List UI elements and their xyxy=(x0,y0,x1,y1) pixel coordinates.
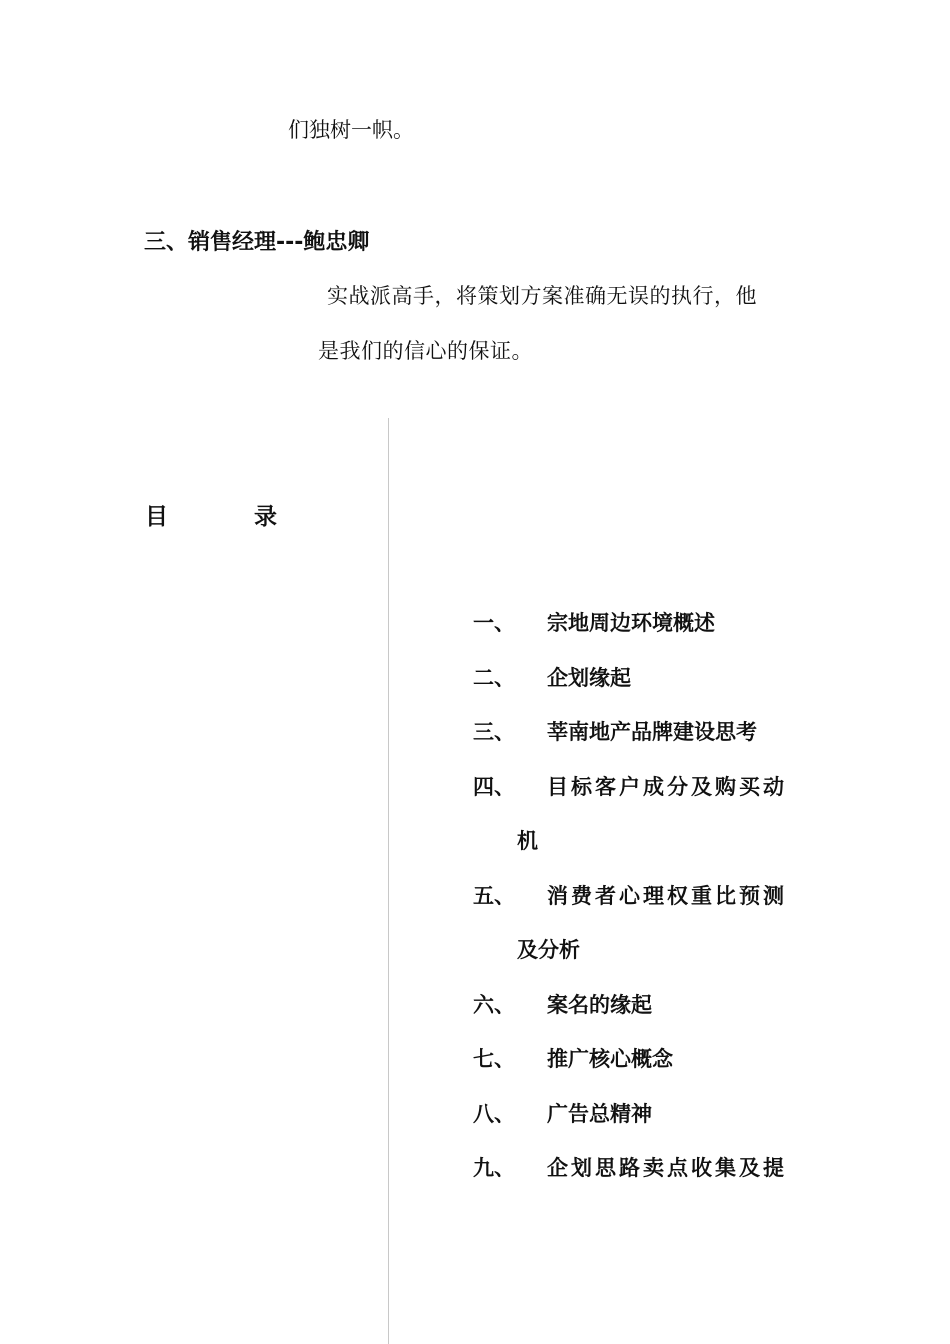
toc-item[interactable] xyxy=(473,716,813,746)
toc-title-right: 录 xyxy=(254,504,277,530)
toc-item[interactable] xyxy=(473,662,813,692)
section-description-line-1: 实战派高手，将策划方案准确无误的执行，他 xyxy=(327,284,757,308)
section-heading: 三、销售经理---鲍忠卿 xyxy=(144,230,370,255)
toc-item-number: 九、 xyxy=(473,1156,515,1180)
toc-item-number: 四、 xyxy=(473,775,515,799)
toc-item-number: 八、 xyxy=(473,1102,515,1126)
continuation-text: 们独树一帜。 xyxy=(288,118,414,142)
toc-item-continuation: 及分析 xyxy=(517,938,580,962)
toc-item-text: 莘南地产品牌建设思考 xyxy=(547,720,757,744)
toc-item[interactable] xyxy=(473,1098,813,1128)
toc-item-text: 目标客户成分及购买动 xyxy=(547,775,787,799)
toc-item-text: 企划缘起 xyxy=(547,666,631,690)
toc-item-text: 推广核心概念 xyxy=(547,1047,673,1071)
toc-item-text: 消费者心理权重比预测 xyxy=(547,884,787,908)
toc-item[interactable] xyxy=(473,1152,813,1182)
toc-item-number: 五、 xyxy=(473,884,515,908)
toc-item-number: 三、 xyxy=(473,720,515,744)
toc-item-number: 六、 xyxy=(473,993,515,1017)
toc-item-text: 企划思路卖点收集及提 xyxy=(547,1156,787,1180)
toc-item-text: 案名的缘起 xyxy=(547,993,652,1017)
toc-item-text: 广告总精神 xyxy=(547,1102,652,1126)
section-description-line-2: 是我们的信心的保证。 xyxy=(318,339,533,363)
toc-item[interactable] xyxy=(473,880,813,910)
toc-title-left: 目 xyxy=(145,504,168,530)
toc-item[interactable] xyxy=(473,607,813,637)
toc-item-continuation: 机 xyxy=(517,829,538,853)
toc-item-text: 宗地周边环境概述 xyxy=(547,611,715,635)
toc-item[interactable] xyxy=(473,1043,813,1073)
toc-item[interactable] xyxy=(473,771,813,801)
toc-title xyxy=(145,498,277,531)
vertical-divider xyxy=(388,418,389,1344)
toc-item-number: 二、 xyxy=(473,666,515,690)
toc-item-number: 七、 xyxy=(473,1047,515,1071)
toc-item[interactable] xyxy=(473,989,813,1019)
toc-item-number: 一、 xyxy=(473,611,515,635)
